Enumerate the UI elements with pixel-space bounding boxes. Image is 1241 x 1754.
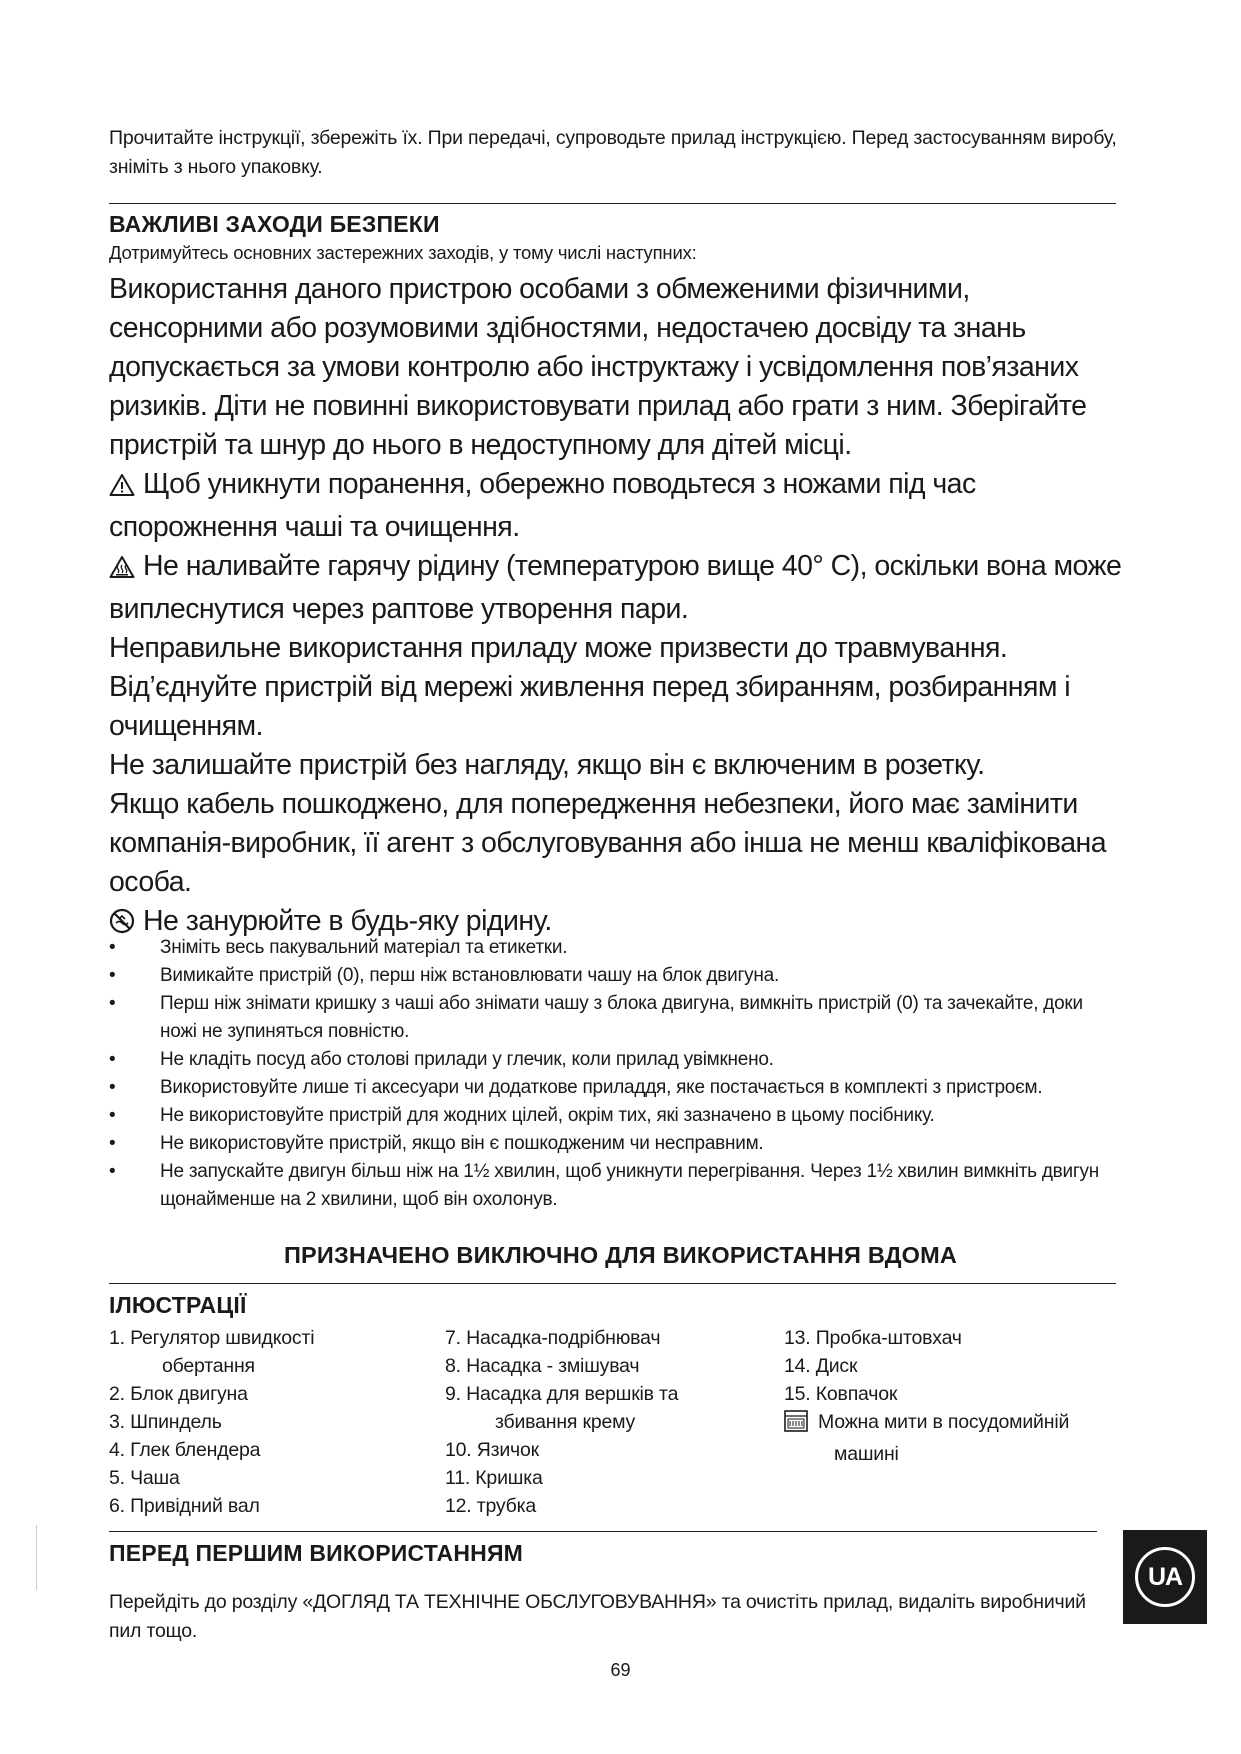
before-first-use-heading: ПЕРЕД ПЕРШИМ ВИКОРИСТАННЯМ [109, 1540, 524, 1566]
margin-mark [36, 1525, 37, 1590]
safety-heading: ВАЖЛИВІ ЗАХОДИ БЕЗПЕКИ [109, 211, 440, 237]
list-item: 14. Диск [784, 1355, 858, 1377]
list-item: • Не використовуйте пристрій, якщо він є пошкодженим чи несправним. [109, 1130, 1119, 1158]
list-item: обертання [162, 1355, 255, 1377]
safety-paragraph-blades: Щоб уникнути поранення, обережно поводьтеся з ножами під час спорожнення чаші та очищення. [109, 468, 976, 543]
safety-subtitle: Дотримуйтесь основних застережних заходів, у тому числі наступних: [109, 242, 697, 263]
list-item: 5. Чаша [109, 1467, 180, 1489]
list-item: 11. Кришка [445, 1467, 543, 1489]
divider [109, 1283, 1116, 1284]
safety-paragraph: Не залишайте пристрій без нагляду, якщо він є включеним в розетку. [109, 749, 985, 781]
list-item: • Зніміть весь пакувальний матеріал та етикетки. [109, 934, 1119, 962]
list-item: 13. Пробка-штовхач [784, 1327, 962, 1349]
warning-triangle-icon [109, 469, 135, 508]
safety-paragraph-hot-liquid: Не наливайте гарячу рідину (температурою вище 40° C), оскільки вона може виплеснутися через раптове утворення пари. [109, 550, 1122, 625]
illustrations-heading: ІЛЮСТРАЦІЇ [109, 1292, 247, 1318]
intro-text: Прочитайте інструкції, збережіть їх. При передачі, супроводьте прилад інструкцією. Перед застосуванням виробу, зніміть з нього упаковку. [109, 127, 1117, 178]
list-item: 7. Насадка-подрібнювач [445, 1327, 661, 1349]
parts-list-column-3 [784, 1324, 1069, 1468]
dishwasher-icon [784, 1410, 808, 1440]
list-item: 2. Блок двигуна [109, 1383, 248, 1405]
list-item: 15. Ковпачок [784, 1383, 898, 1405]
list-item: 6. Привідний вал [109, 1495, 260, 1517]
list-item: • Не запускайте двигун більш ніж на 1½ хвилин, щоб уникнути перегрівання. Через 1½ хвилин вимкніть двигун щонайменше на 2 хвилини, щоб він охолонув. [109, 1158, 1119, 1214]
list-item: 8. Насадка - змішувач [445, 1355, 640, 1377]
safety-paragraph: Від’єднуйте пристрій від мережі живлення перед збиранням, розбиранням і очищенням. [109, 671, 1071, 742]
list-item: 12. трубка [445, 1495, 537, 1517]
parts-list-column-1 [109, 1324, 314, 1520]
list-item: • Не використовуйте пристрій для жодних цілей, окрім тих, які зазначено в цьому посібнику. [109, 1102, 1119, 1130]
list-item: • Використовуйте лише ті аксесуари чи додаткове приладдя, яке постачається в комплекті з пристроєм. [109, 1074, 1119, 1102]
home-use-only-heading: ПРИЗНАЧЕНО ВИКЛЮЧНО ДЛЯ ВИКОРИСТАННЯ ВДОМА [283, 1242, 958, 1268]
list-item: 3. Шпиндель [109, 1411, 222, 1433]
hot-surface-warning-icon [109, 551, 135, 590]
list-item: • Не кладіть посуд або столові прилади у глечик, коли прилад увімкнено. [109, 1046, 1119, 1074]
safety-bullet-list [109, 934, 1119, 1214]
list-item: збивання крему [495, 1411, 636, 1433]
list-item: машині [834, 1443, 899, 1465]
safety-paragraph: Якщо кабель пошкоджено, для попередження небезпеки, його має замінити компанія-виробник, її агент з обслуговування або інша не менш кваліфікована особа. [109, 788, 1106, 898]
list-item: 1. Регулятор швидкості [109, 1327, 315, 1349]
list-item: 10. Язичок [445, 1439, 539, 1461]
safety-paragraph: Використання даного пристрою особами з обмеженими фізичними, сенсорними або розумовими здібностями, недостачею досвіду та знань допускається за умови контролю або інструктажу і усвідомлення пов’язаних ризиків. Діти не повинні використовувати прилад або грати з ним. Зберігайте пристрій та шнур до нього в недоступному для дітей місці. [109, 273, 1087, 461]
before-first-use-text: Перейдіть до розділу «ДОГЛЯД ТА ТЕХНІЧНЕ ОБСЛУГОВУВАННЯ» та очистіть прилад, видаліть виробничий пил тощо. [109, 1591, 1086, 1642]
list-item: 4. Глек блендера [109, 1439, 261, 1461]
list-item: 9. Насадка для вершків та [445, 1383, 679, 1405]
dishwasher-safe-note: Можна мити в посудомийній [784, 1408, 1069, 1440]
safety-paragraph: Неправильне використання приладу може призвести до травмування. [109, 632, 1008, 664]
language-badge [1123, 1530, 1207, 1624]
divider [109, 203, 1116, 204]
safety-paragraph-immersion: Не занурюйте в будь-яку рідину. [109, 902, 1129, 945]
list-item: • Перш ніж знімати кришку з чаші або знімати чашу з блока двигуна, вимкніть пристрій (0) та зачекайте, доки ножі не зупиняться повністю. [109, 990, 1119, 1046]
parts-list-column-2 [445, 1324, 678, 1520]
divider [109, 1531, 1097, 1532]
safety-text [109, 270, 1129, 945]
language-badge-label: UA [1135, 1547, 1195, 1607]
list-item: • Вимикайте пристрій (0), перш ніж встановлювати чашу на блок двигуна. [109, 962, 1119, 990]
page-number: 69 [610, 1660, 631, 1680]
